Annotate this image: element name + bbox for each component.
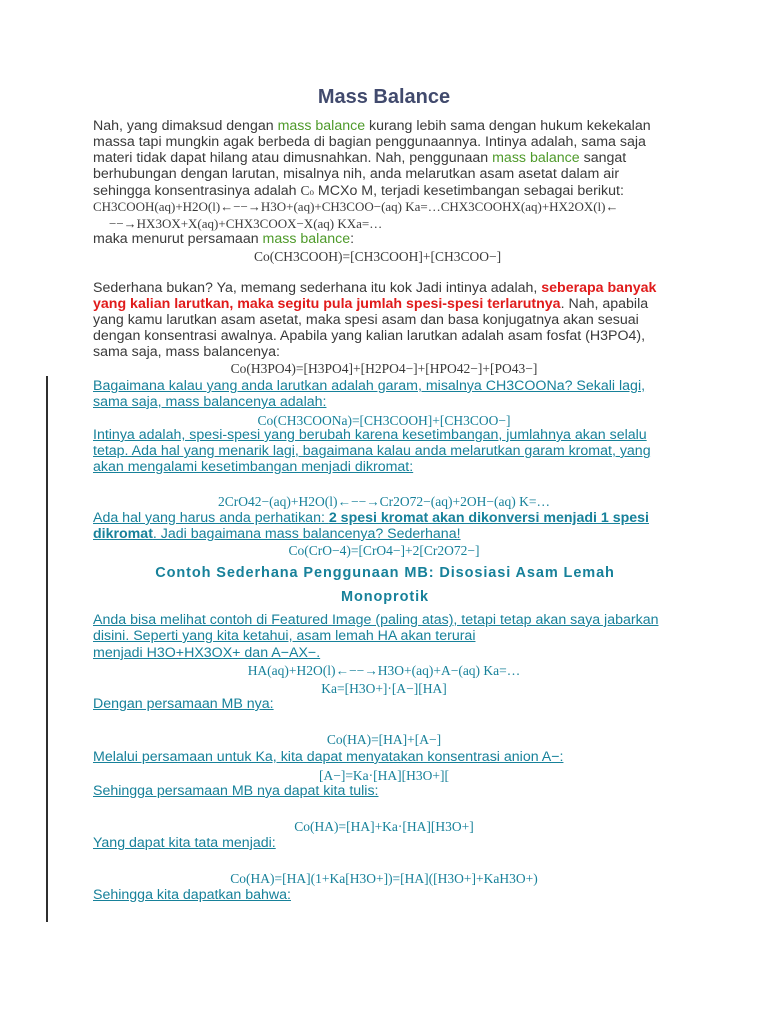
equation-mb-rearranged: Co(HA)=[HA](1+Ka[H3O+])=[HA]([H3O+]+KaH3O+) bbox=[230, 871, 538, 886]
highlight-key-statement: seberapa banyak yang kalian larutkan, maka segitu pula jumlah spesi-spesi terlarutnya bbox=[93, 280, 657, 312]
equation-mb-substituted: Co(HA)=[HA]+Ka·[HA][H3O+] bbox=[294, 819, 474, 834]
intro-paragraph: Nah, yang dimaksud dengan mass balance kurang lebih sama dengan hukum kekekalan massa tapi mungkin agak berbeda di bagian penggunaannya. Intinya adalah, sama saja materi tidak dapat hilang atau dimusnahkan. Nah, penggunaan mass balance sangat berhubungan dengan larutan, misalnya nih, anda melarutkan asam asetat dalam air sehingga konsentrasinya adalah Co MCXo M, terjadi kesetimbangan sebagai berikut: bbox=[93, 118, 651, 199]
equation-ha-dissociation: HA(aq)+H2O(l)←−−→H3O+(aq)+A−(aq) Ka=… bbox=[247, 663, 521, 678]
paragraph-contoh-continued: menjadi H3O+HX3OX+ dan A−AX−. bbox=[93, 645, 321, 661]
paragraph-mb-nya: Dengan persamaan MB nya: bbox=[93, 696, 274, 712]
equilibrium-acetic-acid: CH3COOH(aq)+H2O(l)←−−→H3O+(aq)+CH3COO−(aq) Ka=…CHX3COOHX(aq)+HX2OX(l)← −−→HX3OX+X(aq)+CHX3COOX−X(aq) KXa=… bbox=[93, 199, 619, 231]
equation-mass-balance-phosphoric: Co(H3PO4)=[H3PO4]+[H2PO4−]+[HPO42−]+[PO43−] bbox=[230, 361, 538, 376]
paragraph-sehingga-tulis: Sehingga persamaan MB nya dapat kita tulis: bbox=[93, 783, 379, 799]
paragraph-sehingga-dapatkan: Sehingga kita dapatkan bahwa: bbox=[93, 887, 291, 903]
mass-balance-term: mass balance bbox=[277, 118, 366, 134]
section-heading: Contoh Sederhana Penggunaan MB: Disosiasi Asam Lemah Monoprotik bbox=[155, 565, 615, 605]
page-title: Mass Balance bbox=[317, 86, 451, 108]
mass-balance-intro-line: maka menurut persamaan mass balance: bbox=[93, 231, 355, 247]
equation-mb-ha: Co(HA)=[HA]+[A−] bbox=[326, 732, 442, 747]
edit-change-bar bbox=[46, 376, 48, 922]
paragraph-garam: Bagaimana kalau yang anda larutkan adalah garam, misalnya CH3COONa? Sekali lagi, sama saja, mass balancenya adalah: bbox=[93, 378, 646, 410]
mass-balance-term: mass balance bbox=[492, 150, 580, 166]
equation-mass-balance-acetic: Co(CH3COOH)=[CH3COOH]+[CH3COO−] bbox=[254, 249, 502, 264]
equation-ka: Ka=[H3O+]·[A−][HA] bbox=[321, 681, 447, 696]
equation-mass-balance-chromate: Co(CrO−4)=[CrO4−]+2[Cr2O72−] bbox=[288, 543, 480, 558]
paragraph-melalui: Melalui persamaan untuk Ka, kita dapat menyatakan konsentrasi anion A−: bbox=[93, 749, 564, 765]
equation-anion-a: [A−]=Ka·[HA][H3O+][ bbox=[318, 768, 450, 783]
equation-chromate-equilibrium: 2CrO42−(aq)+H2O(l)←−−→Cr2O72−(aq)+2OH−(aq) K=… bbox=[218, 494, 550, 509]
paragraph-sederhana: Sederhana bukan? Ya, memang sederhana itu kok Jadi intinya adalah, seberapa banyak yang kalian larutkan, maka segitu pula jumlah spesi-spesi terlarutnya. Nah, apabila yang kamu larutkan asam asetat, maka spesi asam dan basa konjugatnya akan sesuai dengan konsentrasi awalnya. Apabila yang kalian larutkan adalah asam fosfat (H3PO4), sama saja, mass balancenya: bbox=[93, 280, 657, 360]
paragraph-tata: Yang dapat kita tata menjadi: bbox=[93, 835, 276, 851]
paragraph-contoh: Anda bisa melihat contoh di Featured Image (paling atas), tetapi tetap akan saya jabarkan disini. Seperti yang kita ketahui, asam lemah HA akan terurai bbox=[93, 612, 659, 644]
paragraph-kromat: Intinya adalah, spesi-spesi yang berubah karena kesetimbangan, jumlahnya akan selalu tetap. Ada hal yang menarik lagi, bagaimana kalau anda melarutkan garam kromat, yang akan mengalami kesetimbangan menjadi dikromat: bbox=[93, 427, 651, 475]
highlight-chromate-conversion: 2 spesi kromat akan dikonversi menjadi 1 spesi dikromat bbox=[93, 510, 649, 542]
paragraph-perhatian: Ada hal yang harus anda perhatikan: 2 spesi kromat akan dikonversi menjadi 1 spesi dikromat. Jadi bagaimana mass balancenya? Sederhana! bbox=[93, 510, 649, 542]
equation-mass-balance-sodium-acetate: Co(CH3COONa)=[CH3COOH]+[CH3COO−] bbox=[257, 413, 511, 428]
